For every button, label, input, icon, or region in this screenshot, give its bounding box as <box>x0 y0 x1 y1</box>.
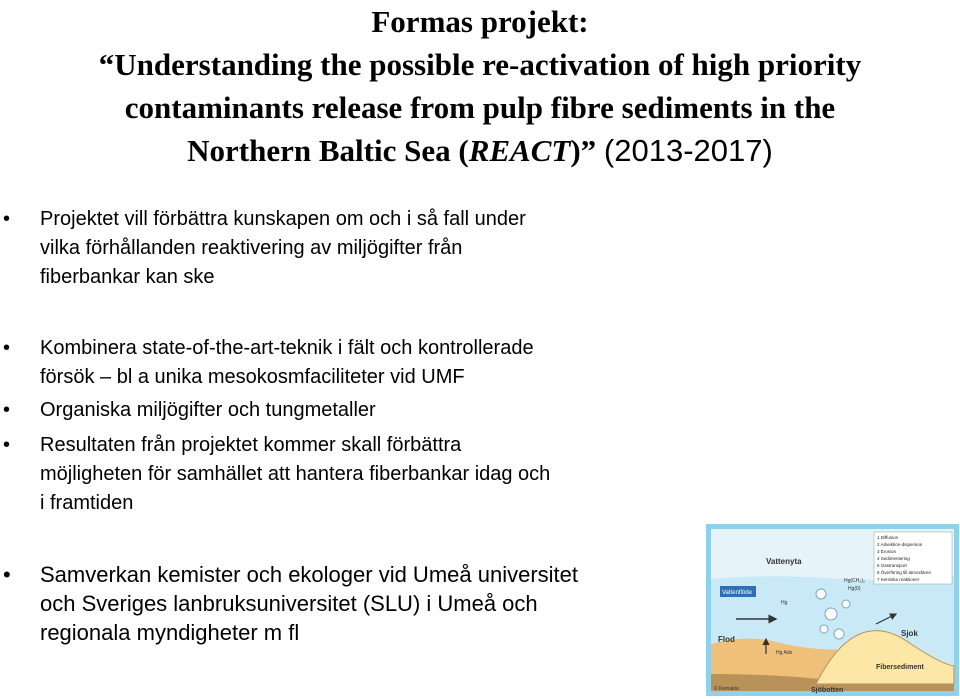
chem-label: Hg Ads <box>776 650 793 656</box>
bullet-line: och Sveriges lanbruksuniversitet (SLU) i Umeå och <box>40 591 538 616</box>
title-years: (2013-2017) <box>603 133 773 168</box>
bullet-dot: • <box>3 434 11 456</box>
title-line-4 <box>0 129 960 172</box>
legend-item: 3 Erosion <box>877 549 897 554</box>
water-flow-label: Vattenflöde <box>722 590 752 596</box>
chem-label: Hg(CH₃)₂ <box>844 578 865 584</box>
copyright-label: © Kemakta <box>714 686 739 692</box>
water-surface-label: Vattenyta <box>766 557 802 566</box>
title-line-4-main: Northern Baltic Sea ( <box>187 133 469 168</box>
bullet-line: Kombinera state-of-the-art-teknik i fält och kontrollerade <box>40 337 534 359</box>
bullet-dot: • <box>3 208 11 230</box>
gas-bubble <box>825 608 837 620</box>
bullet-line: möjligheten för samhället att hantera fiberbankar idag och <box>40 463 551 485</box>
legend-item: 4 Sedimentering <box>877 556 910 561</box>
chem-label: Hg <box>781 600 788 606</box>
bullet-line: i framtiden <box>40 492 134 514</box>
title-line-2: “Understanding the possible re-activation of high priority <box>98 47 862 82</box>
lake-label: Sjok <box>901 629 918 638</box>
bullet-line: vilka förhållanden reaktivering av miljögifter från <box>40 237 463 259</box>
title-line-3: contaminants release from pulp fibre sediments in the <box>124 90 836 125</box>
bullet-line: Organiska miljögifter och tungmetaller <box>40 399 376 421</box>
gas-bubble <box>842 600 850 608</box>
gas-bubble <box>834 629 844 639</box>
seabed-label: Sjöbotten <box>811 687 844 694</box>
bullet-line: försök – bl a unika mesokosmfaciliteter vid UMF <box>40 366 465 388</box>
bullet-item-1 <box>0 205 526 292</box>
gas-bubble <box>820 625 828 633</box>
legend-item: 7 Kemiska reaktioner <box>877 577 920 582</box>
bullet-dot: • <box>3 337 11 359</box>
fiber-sediment-label: Fibersediment <box>876 664 924 671</box>
river-label: Flod <box>718 635 735 644</box>
bullet-line: Samverkan kemister och ekologer vid Umeå universitet <box>40 562 579 587</box>
chem-label: Hg(0) <box>848 586 861 592</box>
bullet-line: Projektet vill förbättra kunskapen om och i så fall under <box>40 208 526 230</box>
sediment-process-diagram <box>706 524 959 696</box>
bullet-item-2 <box>0 334 534 392</box>
legend-item: 6 Överföring till atmosfären <box>877 570 932 575</box>
bullet-item-4 <box>0 431 550 518</box>
gas-bubble <box>816 589 826 599</box>
title-acronym: REACT <box>468 133 571 168</box>
bullet-line: fiberbankar kan ske <box>40 266 215 288</box>
bullet-dot: • <box>3 399 11 421</box>
legend-item: 2 Advektion-dispersion <box>877 542 923 547</box>
legend-item: 5 Gastransport <box>877 563 907 568</box>
bullet-line: Resultaten från projektet kommer skall förbättra <box>40 434 462 456</box>
bullet-dot: • <box>3 562 11 587</box>
bullet-line: regionala myndigheter m fl <box>40 620 300 645</box>
slide-title <box>0 0 960 172</box>
title-line-4-close: )” <box>570 133 604 168</box>
title-line-1: Formas projekt: <box>371 4 589 39</box>
bullet-item-3 <box>0 396 376 425</box>
legend-item: 1 Diffusion <box>877 535 899 540</box>
bullet-item-5 <box>0 560 578 647</box>
